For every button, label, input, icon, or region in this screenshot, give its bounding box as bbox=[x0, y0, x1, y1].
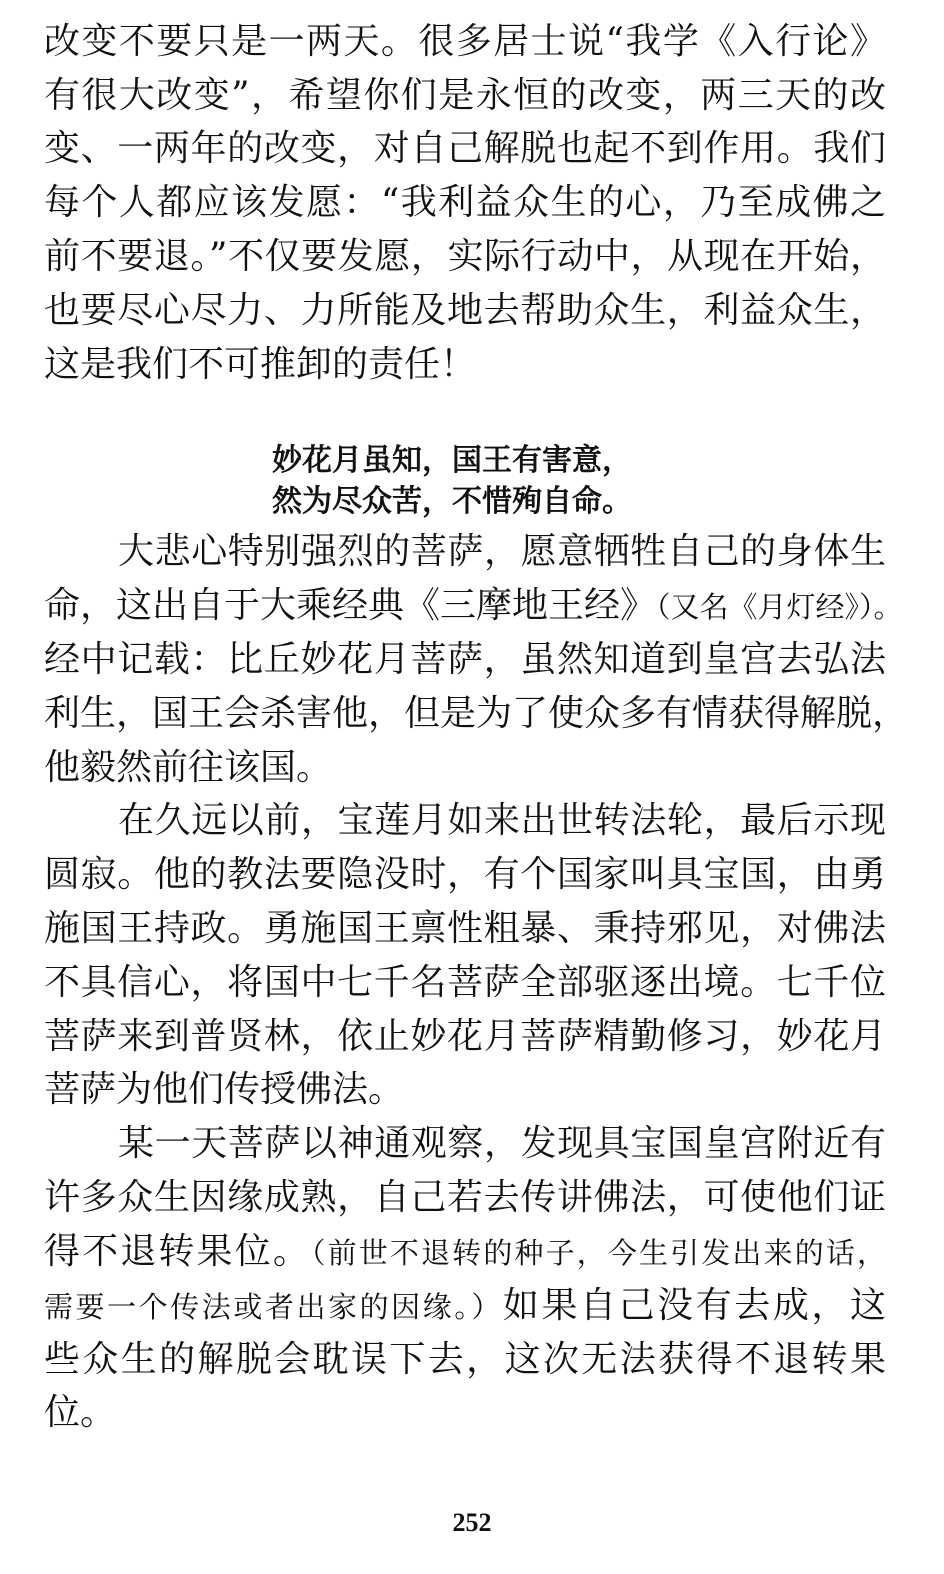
text-line: 大悲心特别强烈的菩萨，愿意牺牲自己的身体生 bbox=[118, 531, 886, 572]
text-line: 变、一两年的改变，对自己解脱也起不到作用。我们 bbox=[44, 128, 886, 169]
text-line: 某一天菩萨以神通观察，发现具宝国皇宫附近有 bbox=[118, 1123, 886, 1164]
text-line: 每个人都应该发愿：“我利益众生的心，乃至成佛之 bbox=[44, 182, 886, 223]
text-line: 经中记载：比丘妙花月菩萨，虽然知道到皇宫去弘法 bbox=[44, 639, 886, 680]
text-line: 不具信心，将国中七千名菩萨全部驱逐出境。七千位 bbox=[44, 962, 886, 1003]
text-line: 改变不要只是一两天。很多居士说“我学《入行论》 bbox=[44, 21, 886, 62]
parenthetical-note: （前世不退转的种子，今生引发出来的话， bbox=[310, 1236, 886, 1270]
text-line: 他毅然前往该国。 bbox=[44, 747, 333, 788]
text-line: 施国王持政。勇施国王禀性粗暴、秉持邪见，对佛法 bbox=[44, 908, 886, 949]
text-line: 位。 bbox=[44, 1392, 117, 1433]
text-line bbox=[44, 585, 903, 626]
text-line: 在久远以前，宝莲月如来出世转法轮，最后示现 bbox=[118, 800, 886, 841]
text-line: 利生，国王会杀害他，但是为了使众多有情获得解脱， bbox=[44, 693, 909, 734]
text-line: 有很大改变”，希望你们是永恒的改变，两三天的改 bbox=[44, 75, 886, 116]
text-line: 菩萨为他们传授佛法。 bbox=[44, 1069, 405, 1110]
text-line: 这是我们不可推卸的责任！ bbox=[44, 344, 477, 385]
text-line: 圆寂。他的教法要隐没时，有个国家叫具宝国，由勇 bbox=[44, 854, 886, 895]
text-line bbox=[44, 1232, 886, 1272]
verse-line: 妙花月虽知，国王有害意， bbox=[272, 443, 632, 478]
page-number: 252 bbox=[452, 1508, 492, 1537]
text-segment: 得不退转果位。 bbox=[44, 1231, 311, 1272]
text-line: 前不要退。”不仅要发愿，实际行动中，从现在开始， bbox=[44, 236, 886, 277]
text-line: 许多众生因缘成熟，自己若去传讲佛法，可使他们证 bbox=[44, 1177, 886, 1218]
text-segment: 如果自己没有去成，这 bbox=[502, 1285, 886, 1326]
parenthetical-note: 需要一个传法或者出家的因缘。） bbox=[44, 1290, 503, 1324]
text-line: 也要尽心尽力、力所能及地去帮助众生，利益众生， bbox=[44, 290, 886, 331]
text-segment: 命，这出自于大乘经典《三摩地王经》 bbox=[44, 585, 657, 626]
text-line: 些众生的解脱会耽误下去，这次无法获得不退转果 bbox=[44, 1339, 886, 1380]
text-line bbox=[44, 1286, 886, 1326]
verse-line: 然为尽众苦，不惜殉自命。 bbox=[272, 484, 632, 519]
text-line: 菩萨来到普贤林，依止妙花月菩萨精勤修习，妙花月 bbox=[44, 1016, 886, 1057]
parenthetical-note: （又名《月灯经》）。 bbox=[656, 590, 903, 624]
